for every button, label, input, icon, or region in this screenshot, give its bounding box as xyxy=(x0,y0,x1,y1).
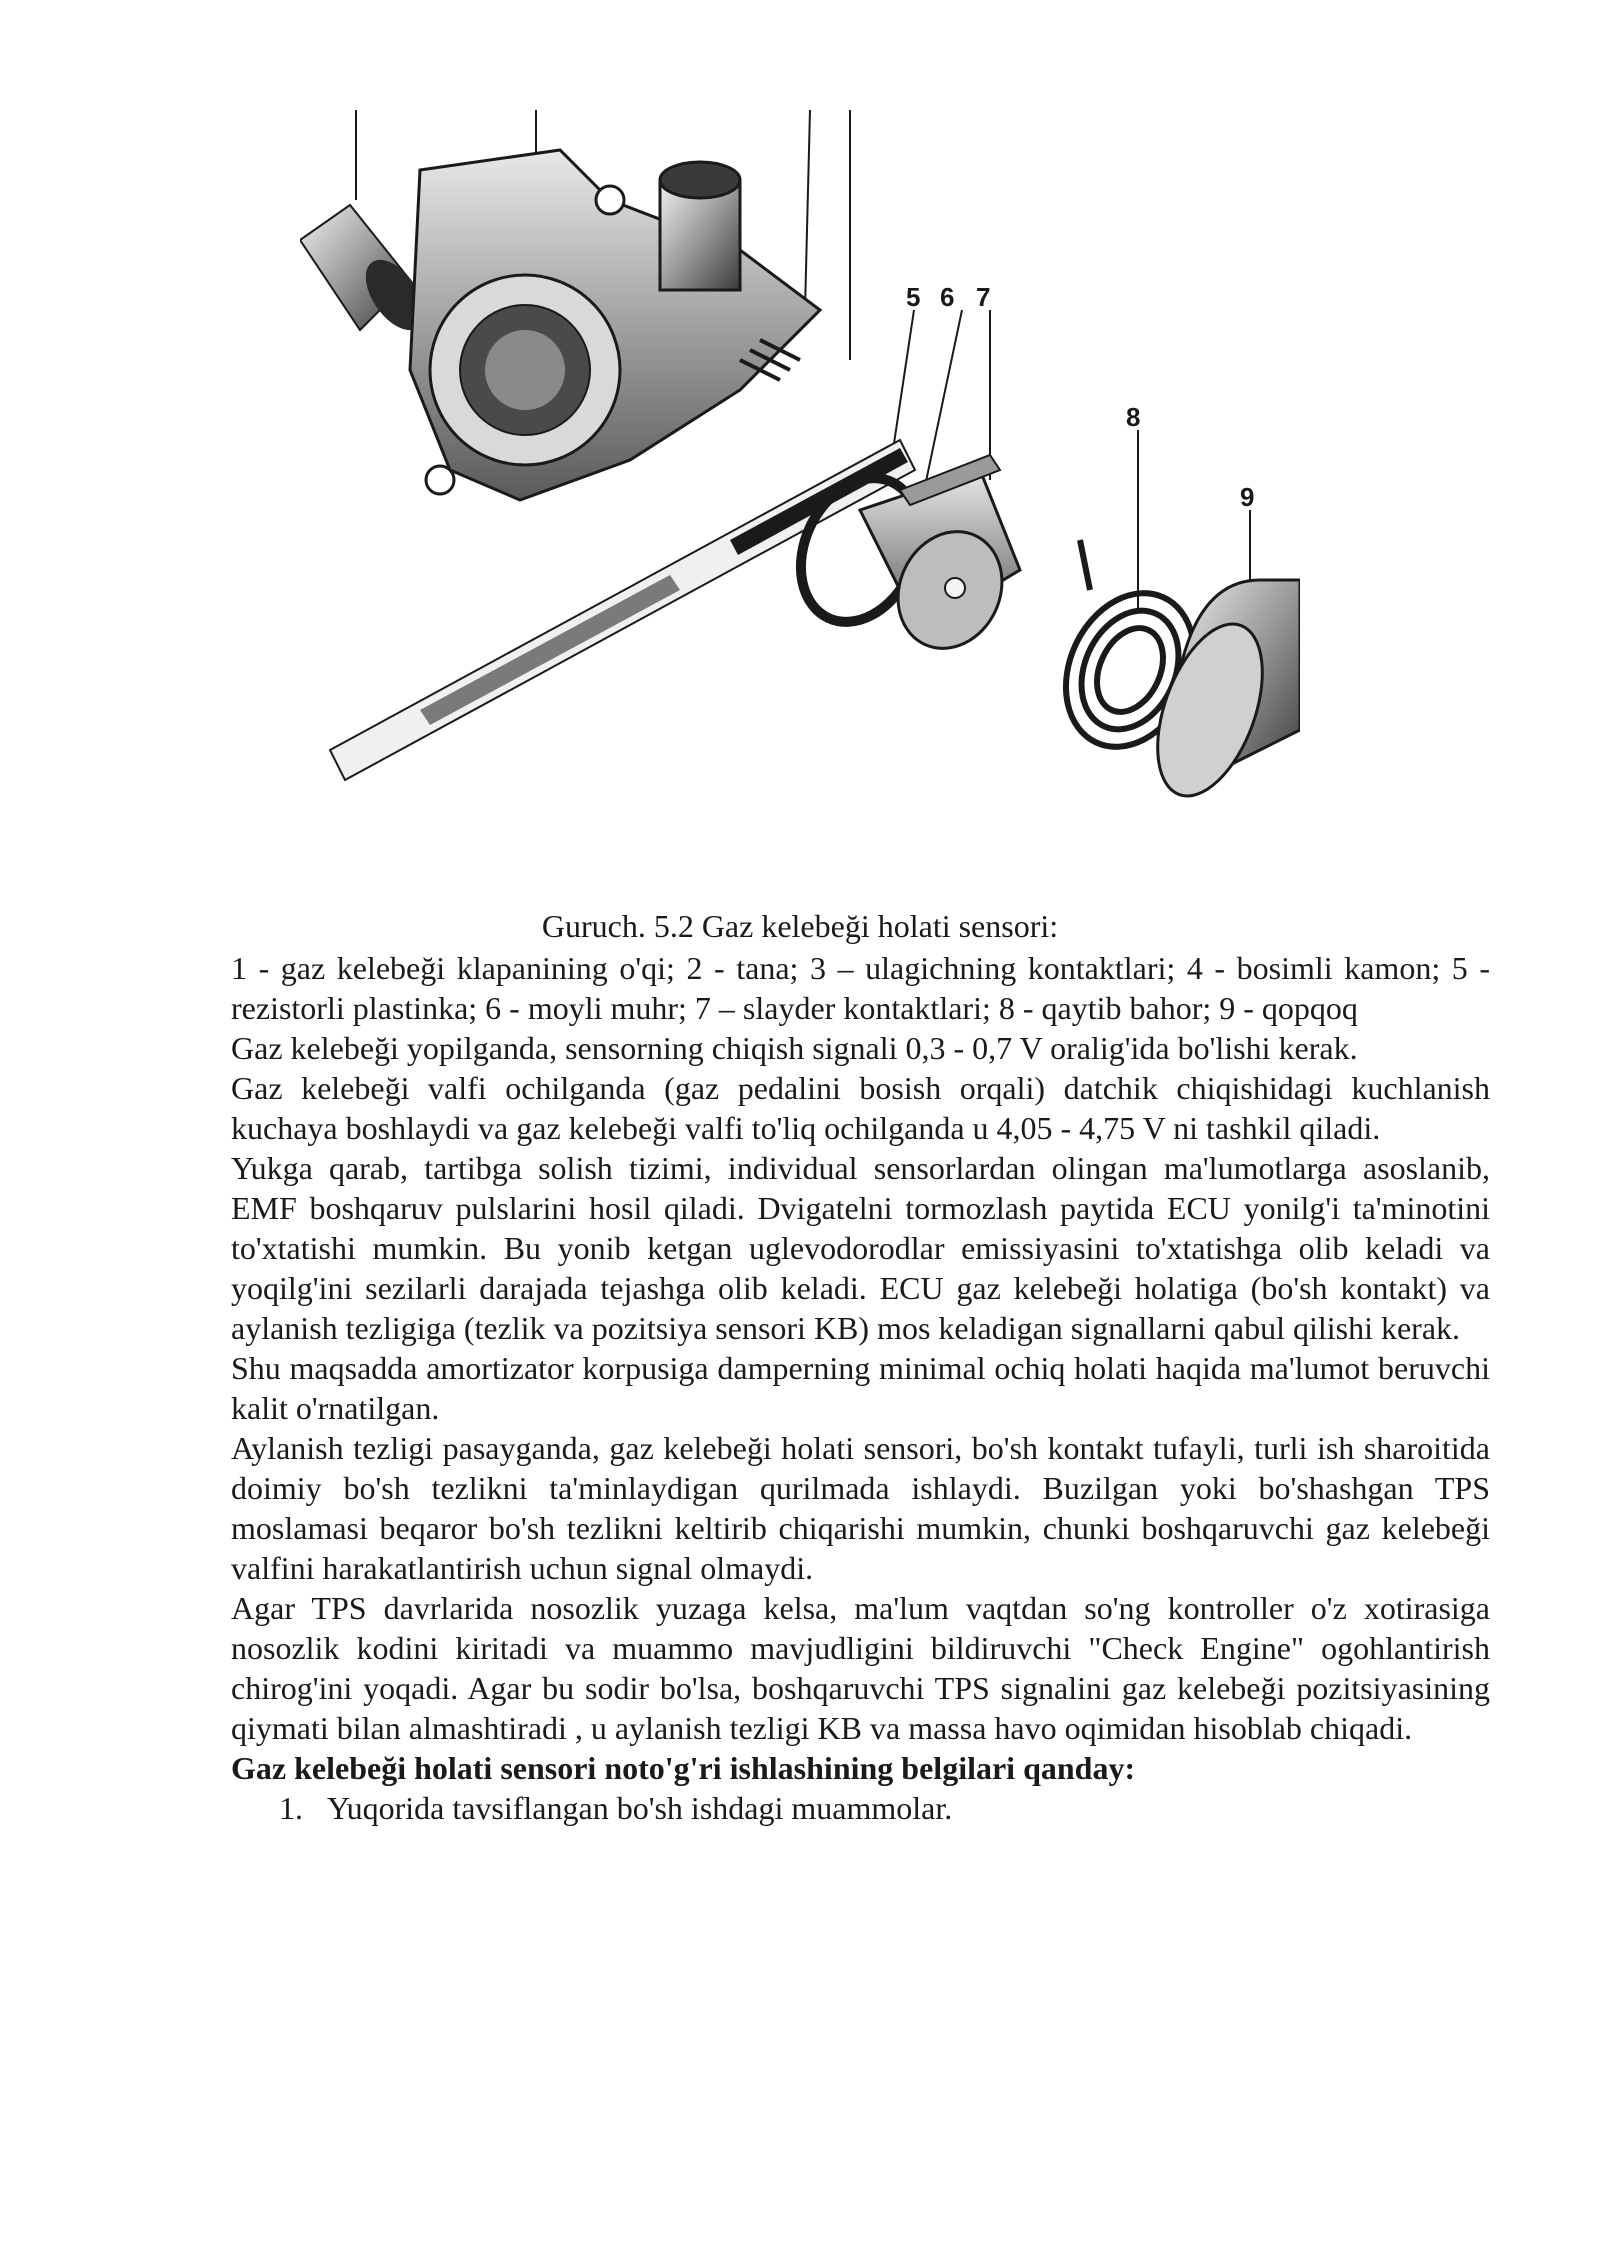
paragraph: Agar TPS davrlarida nosozlik yuzaga kelsa, ma'lum vaqtdan so'ng kontroller o'z xotirasiga nosozlik kodini kiritadi va muammo mavjudligini bildiruvchi "Check Engine" ogohlantirish chirog'ini yoqadi. Agar bu sodir bo'lsa, boshqaruvchi TPS signalini gaz kelebeği pozitsiyasining qiymati bilan almashtiradi , u aylanish tezligi KB va massa havo oqimidan hisoblab chiqadi. xyxy=(231,1590,1490,1746)
sensor-exploded-diagram xyxy=(300,110,1300,900)
paragraph: Aylanish tezligi pasayganda, gaz kelebeği holati sensori, bo'sh kontakt tufayli, turli ish sharoitida doimiy bo'sh tezlikni ta'minlaydigan qurilmada ishlaydi. Buzilgan yoki bo'shashgan TPS moslamasi beqaror bo'sh tezlikni keltirib chiqarishi mumkin, chunki boshqaruvchi gaz kelebeği valfini harakatlantirish uchun signal olmaydi. xyxy=(231,1430,1490,1586)
callout-5: 5 xyxy=(906,282,921,312)
callout-7: 7 xyxy=(976,282,991,312)
callout-6: 6 xyxy=(940,282,955,312)
list-item xyxy=(231,1788,1490,1828)
document-body xyxy=(231,948,1490,1828)
paragraph: Gaz kelebeği valfi ochilganda (gaz pedalini bosish orqali) datchik chiqishidagi kuchlanish kuchaya boshlaydi va gaz kelebeği valfi to'liq ochilganda u 4,05 - 4,75 V ni tashkil qiladi. xyxy=(231,1070,1490,1146)
paragraph: Shu maqsadda amortizator korpusiga damperning minimal ochiq holati haqida ma'lumot beruvchi kalit o'rnatilgan. xyxy=(231,1350,1490,1426)
list-item-text: Yuqorida tavsiflangan bo'sh ishdagi muammolar. xyxy=(327,1790,953,1826)
figure-caption: Guruch. 5.2 Gaz kelebeği holati sensori: xyxy=(541,908,1059,944)
sensor-housing xyxy=(410,150,820,500)
callout-8: 8 xyxy=(1126,402,1141,432)
figure-legend: 1 - gaz kelebeği klapanining o'qi; 2 - tana; 3 – ulagichning kontaktlari; 4 - bosimli kamon; 5 - rezistorli plastinka; 6 - moyli muhr; 7 – slayder kontaktlari; 8 - qaytib bahor; 9 - qopqoq xyxy=(231,950,1490,1026)
resistor-plate xyxy=(330,440,915,780)
symptom-list xyxy=(231,1788,1490,1828)
callout-9: 9 xyxy=(1240,482,1255,512)
list-number: 1. xyxy=(279,1790,303,1826)
section-heading: Gaz kelebeği holati sensori noto'g'ri ishlashining belgilari qanday: xyxy=(231,1750,1136,1786)
paragraph: Yukga qarab, tartibga solish tizimi, individual sensorlardan olingan ma'lumotlarga asoslanib, EMF boshqaruv pulslarini hosil qiladi. Dvigatelni tormozlash paytida ECU yonilg'i ta'minotini to'xtatishi mumkin. Bu yonib ketgan uglevodorodlar emissiyasini to'xtatishga olib keladi va yoqilg'ini sezilarli darajada tejashga olib keladi. ECU gaz kelebeği holatiga (bo'sh kontakt) va aylanish tezligiga (tezlik va pozitsiya sensori KB) mos keladigan signallarni qabul qilishi kerak. xyxy=(231,1150,1490,1346)
paragraph: Gaz kelebeği yopilganda, sensorning chiqish signali 0,3 - 0,7 V oralig'ida bo'lishi kerak. xyxy=(231,1030,1358,1066)
